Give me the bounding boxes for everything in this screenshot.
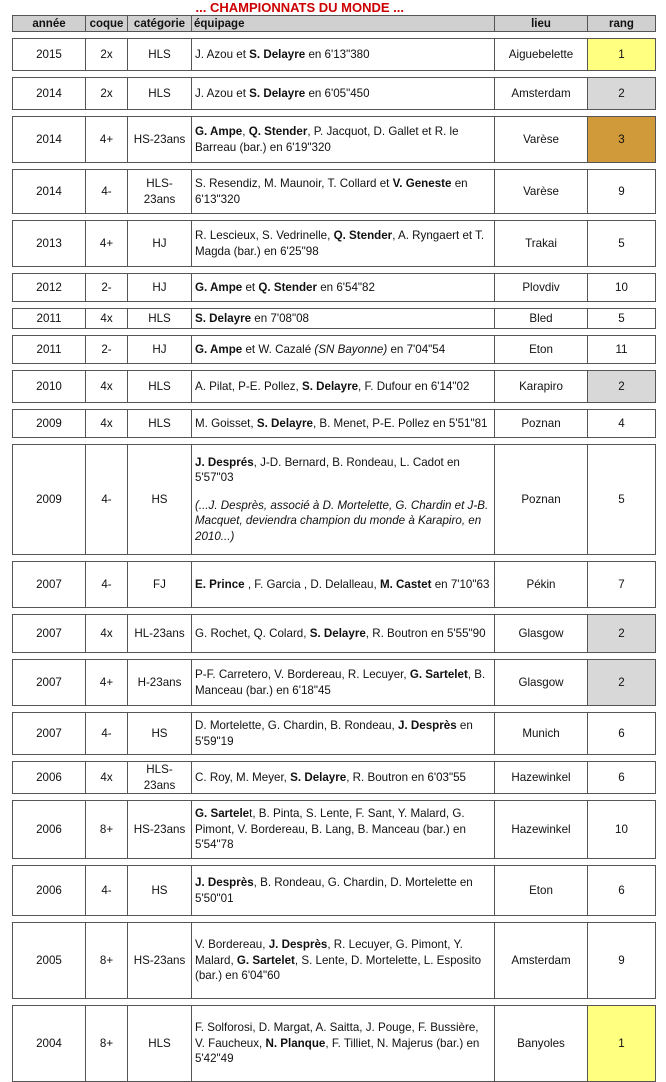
cell-coque: 4- (86, 713, 128, 755)
cell-annee: 2015 (13, 39, 86, 71)
cell-equipage (192, 762, 495, 794)
cell-coque: 8+ (86, 923, 128, 999)
athlete-name: G. Sartelet (236, 953, 295, 967)
cell-rang: 6 (588, 762, 656, 794)
row-spacer (13, 110, 656, 117)
cell-equipage (192, 660, 495, 706)
table-row (13, 445, 656, 555)
crew-note: (...J. Desprès, associé à D. Mortelette, G. Chardin et J-B. Macquet, deviendra champion du monde à Karapiro, en 2010...) (195, 498, 489, 543)
crew-text: en 7'08"08 (251, 311, 309, 325)
cell-equipage (192, 562, 495, 608)
header-lieu: lieu (495, 16, 588, 32)
cell-annee: 2007 (13, 713, 86, 755)
athlete-name: G. Ampe (195, 280, 243, 294)
crew-text: , F. Tilliet, N. Majerus (bar.) en 5'42"49 (195, 1036, 480, 1066)
cell-categorie: HS (128, 713, 192, 755)
row-spacer (13, 302, 656, 309)
crew-text: P-F. Carretero, V. Bordereau, R. Lecuyer, (195, 668, 410, 681)
crew-text: (SN Bayonne) (314, 342, 388, 356)
row-spacer (13, 608, 656, 615)
athlete-name: S. Delayre (249, 47, 306, 61)
cell-coque: 4+ (86, 221, 128, 267)
cell-annee: 2007 (13, 615, 86, 653)
crew-text: , B. Menet, P-E. Pollez en 5'51"81 (312, 416, 488, 430)
crew-text: D. Mortelette, G. Chardin, B. Rondeau, (195, 719, 398, 732)
table-row (13, 615, 656, 653)
cell-lieu: Hazewinkel (495, 762, 588, 794)
cell-lieu: Aiguebelette (495, 39, 588, 71)
table-row (13, 562, 656, 608)
row-spacer (13, 32, 656, 39)
crew-text: , R. Boutron en 6'03"55 (346, 770, 466, 784)
cell-annee: 2014 (13, 117, 86, 163)
cell-lieu: Karapiro (495, 371, 588, 403)
cell-rang: 1 (588, 1006, 656, 1082)
cell-coque: 4- (86, 170, 128, 214)
cell-lieu: Banyoles (495, 1006, 588, 1082)
cell-lieu: Eton (495, 866, 588, 916)
row-spacer (13, 794, 656, 801)
row-spacer (13, 364, 656, 371)
crew-text: , B. Rondeau, G. Chardin, D. Mortelette en 5'50"01 (195, 876, 473, 905)
crew-text: , J-D. Bernard, B. Rondeau, L. Cadot en 5'57"03 (195, 455, 460, 485)
cell-lieu: Hazewinkel (495, 801, 588, 859)
crew-text: en 6'13"380 (305, 47, 370, 61)
cell-annee: 2006 (13, 866, 86, 916)
crew-text: en 6'13"320 (195, 177, 468, 206)
cell-annee: 2011 (13, 309, 86, 329)
row-spacer (13, 71, 656, 78)
cell-annee: 2005 (13, 923, 86, 999)
cell-equipage (192, 445, 495, 555)
cell-coque: 4x (86, 371, 128, 403)
crew-text: en 6'54"82 (317, 280, 375, 294)
cell-categorie: HS (128, 866, 192, 916)
cell-rang: 11 (588, 336, 656, 364)
header-row (13, 16, 656, 32)
cell-rang: 2 (588, 371, 656, 403)
cell-annee: 2014 (13, 78, 86, 110)
crew-text: en 6'05"450 (305, 86, 370, 100)
cell-annee: 2013 (13, 221, 86, 267)
cell-coque: 8+ (86, 801, 128, 859)
row-spacer (13, 438, 656, 445)
cell-categorie: HLS (128, 39, 192, 71)
cell-coque: 4x (86, 309, 128, 329)
cell-rang: 5 (588, 445, 656, 555)
cell-annee: 2010 (13, 371, 86, 403)
cell-categorie: FJ (128, 562, 192, 608)
cell-lieu: Pékin (495, 562, 588, 608)
cell-lieu: Varèse (495, 117, 588, 163)
table-row (13, 336, 656, 364)
results-body (13, 32, 656, 1082)
cell-categorie: HLS (128, 410, 192, 438)
crew-text: , S. Lente, D. Mortelette, L. Esposito (bar.) en 6'04"60 (195, 953, 482, 983)
cell-coque: 4x (86, 762, 128, 794)
cell-lieu: Amsterdam (495, 923, 588, 999)
crew-text: J. Azou et (195, 86, 250, 100)
athlete-name: S. Delayre (195, 311, 252, 325)
cell-categorie: HS-23ans (128, 117, 192, 163)
table-row (13, 801, 656, 859)
cell-rang: 7 (588, 562, 656, 608)
cell-categorie: HS-23ans (128, 801, 192, 859)
cell-rang: 2 (588, 615, 656, 653)
cell-categorie: HJ (128, 336, 192, 364)
table-row (13, 309, 656, 329)
cell-lieu: Glasgow (495, 660, 588, 706)
cell-equipage (192, 274, 495, 302)
crew-text: , P. Jacquot, D. Gallet et R. le Barreau (bar.) en 6'19"320 (195, 125, 459, 154)
cell-lieu: Plovdiv (495, 274, 588, 302)
cell-annee: 2012 (13, 274, 86, 302)
crew-text: t, B. Pinta, S. Lente, F. Sant, Y. Malard, G. Pimont, V. Bordereau, B. Lang, B. Manceau (bar.) en 5'54"78 (195, 807, 466, 852)
athlete-name: Q. Stender (248, 125, 308, 138)
row-spacer (13, 859, 656, 866)
cell-lieu: Glasgow (495, 615, 588, 653)
crew-text: M. Goisset, (195, 416, 257, 430)
athlete-name: S. Delayre (249, 86, 306, 100)
cell-lieu: Bled (495, 309, 588, 329)
cell-annee: 2011 (13, 336, 86, 364)
crew-text: , R. Boutron en 5'55"90 (365, 626, 486, 640)
cell-equipage (192, 221, 495, 267)
cell-categorie: HL-23ans (128, 615, 192, 653)
page-title: ... CHAMPIONNATS DU MONDE ... (192, 0, 656, 16)
crew-text: G. Rochet, Q. Colard, (195, 626, 310, 640)
cell-annee: 2007 (13, 660, 86, 706)
header-coque: coque (86, 16, 128, 32)
cell-equipage (192, 78, 495, 110)
table-row (13, 274, 656, 302)
cell-rang: 9 (588, 170, 656, 214)
title-row (13, 0, 656, 16)
athlete-name: G. Sartelet (409, 668, 468, 681)
cell-equipage (192, 410, 495, 438)
row-spacer (13, 755, 656, 762)
crew-text: , R. Lecuyer, G. Pimont, Y. Malard, (195, 938, 463, 967)
cell-categorie: HLS (128, 78, 192, 110)
cell-lieu: Trakai (495, 221, 588, 267)
table-row (13, 78, 656, 110)
cell-rang: 4 (588, 410, 656, 438)
cell-rang: 10 (588, 801, 656, 859)
cell-equipage (192, 1006, 495, 1082)
cell-lieu: Poznan (495, 410, 588, 438)
crew-text: R. Lescieux, S. Vedrinelle, (195, 229, 334, 242)
athlete-name: Q. Stender (333, 229, 393, 242)
cell-annee: 2009 (13, 410, 86, 438)
crew-text: en 7'04"54 (387, 342, 446, 356)
cell-rang: 6 (588, 713, 656, 755)
cell-equipage (192, 615, 495, 653)
crew-text: , (242, 125, 249, 138)
crew-text: J. Azou et (195, 47, 250, 61)
athlete-name: Q. Stender (258, 280, 318, 294)
cell-categorie: HLS-23ans (128, 762, 192, 794)
row-spacer (13, 214, 656, 221)
row-spacer (13, 916, 656, 923)
cell-annee: 2004 (13, 1006, 86, 1082)
cell-lieu: Amsterdam (495, 78, 588, 110)
cell-annee: 2006 (13, 801, 86, 859)
cell-coque: 2x (86, 39, 128, 71)
cell-categorie: HJ (128, 274, 192, 302)
cell-coque: 2x (86, 78, 128, 110)
row-spacer (13, 267, 656, 274)
athlete-name: V. Geneste (392, 177, 452, 190)
cell-coque: 4- (86, 445, 128, 555)
table-row (13, 371, 656, 403)
table-row (13, 660, 656, 706)
athlete-name: S. Delayre (290, 770, 347, 784)
cell-equipage (192, 923, 495, 999)
table-row (13, 762, 656, 794)
cell-rang: 10 (588, 274, 656, 302)
crew-text: , B. Manceau (bar.) en 6'18"45 (195, 668, 486, 697)
row-spacer (13, 555, 656, 562)
cell-categorie: HLS-23ans (128, 170, 192, 214)
crew-text: , F. Garcia , D. Delalleau, (244, 577, 380, 591)
cell-equipage (192, 170, 495, 214)
athlete-name: G. Ampe (195, 342, 243, 356)
row-spacer (13, 403, 656, 410)
cell-lieu: Munich (495, 713, 588, 755)
cell-equipage (192, 866, 495, 916)
results-table (12, 0, 656, 1082)
header-annee: année (13, 16, 86, 32)
header-categorie: catégorie (128, 16, 192, 32)
cell-rang: 2 (588, 78, 656, 110)
crew-text: C. Roy, M. Meyer, (195, 770, 291, 784)
cell-annee: 2007 (13, 562, 86, 608)
cell-categorie: HJ (128, 221, 192, 267)
athlete-name: J. Desprès (268, 938, 328, 952)
cell-coque: 2- (86, 274, 128, 302)
cell-categorie: HLS (128, 371, 192, 403)
athlete-name: G. Ampe (195, 125, 243, 138)
crew-text: et (242, 280, 259, 294)
table-row (13, 713, 656, 755)
row-spacer (13, 653, 656, 660)
crew-text: en 7'10"63 (431, 577, 490, 591)
athlete-name: M. Castet (379, 577, 432, 591)
cell-categorie: HLS (128, 1006, 192, 1082)
cell-annee: 2014 (13, 170, 86, 214)
athlete-name: E. Prince (195, 577, 245, 591)
row-spacer (13, 163, 656, 170)
cell-coque: 4- (86, 562, 128, 608)
cell-lieu: Poznan (495, 445, 588, 555)
cell-coque: 4x (86, 410, 128, 438)
cell-rang: 5 (588, 221, 656, 267)
table-row (13, 170, 656, 214)
header-rang: rang (588, 16, 656, 32)
crew-text: F. Solforosi, D. Margat, A. Saitta, J. Pouge, F. Bussière, V. Faucheux, (195, 1021, 479, 1050)
cell-categorie: HS-23ans (128, 923, 192, 999)
cell-coque: 2- (86, 336, 128, 364)
cell-rang: 9 (588, 923, 656, 999)
cell-rang: 2 (588, 660, 656, 706)
table-row (13, 39, 656, 71)
athlete-name: S. Delayre (256, 416, 313, 430)
athlete-name: G. Sartele (195, 807, 250, 821)
cell-categorie: H-23ans (128, 660, 192, 706)
cell-rang: 3 (588, 117, 656, 163)
cell-equipage (192, 801, 495, 859)
athlete-name: S. Delayre (309, 626, 366, 640)
table-row (13, 221, 656, 267)
athlete-name: J. Desprès (195, 876, 254, 889)
table-row (13, 1006, 656, 1082)
athlete-name: S. Delayre (301, 379, 359, 393)
cell-rang: 6 (588, 866, 656, 916)
cell-coque: 4+ (86, 117, 128, 163)
crew-text: et W. Cazalé (242, 342, 315, 356)
cell-equipage (192, 309, 495, 329)
cell-categorie: HS (128, 445, 192, 555)
cell-equipage (192, 39, 495, 71)
crew-text: , A. Ryngaert et T. Magda (bar.) en 6'25"98 (195, 229, 485, 258)
cell-equipage (192, 713, 495, 755)
cell-equipage (192, 117, 495, 163)
crew-text: en 5'59"19 (195, 719, 473, 748)
cell-rang: 5 (588, 309, 656, 329)
crew-text: V. Bordereau, (195, 938, 269, 952)
row-spacer (13, 999, 656, 1006)
cell-annee: 2009 (13, 445, 86, 555)
cell-equipage (192, 336, 495, 364)
table-row (13, 410, 656, 438)
athlete-name: J. Desprès (398, 719, 457, 732)
cell-coque: 4+ (86, 660, 128, 706)
cell-categorie: HLS (128, 309, 192, 329)
cell-coque: 8+ (86, 1006, 128, 1082)
cell-equipage (192, 371, 495, 403)
table-row (13, 117, 656, 163)
cell-annee: 2006 (13, 762, 86, 794)
crew-text: , F. Dufour en 6'14"02 (358, 379, 470, 393)
cell-coque: 4x (86, 615, 128, 653)
cell-lieu: Eton (495, 336, 588, 364)
athlete-name: J. Després (195, 455, 254, 469)
table-row (13, 923, 656, 999)
crew-text: A. Pilat, P-E. Pollez, (195, 379, 302, 393)
row-spacer (13, 706, 656, 713)
crew-text: S. Resendiz, M. Maunoir, T. Collard et (195, 177, 393, 190)
cell-rang: 1 (588, 39, 656, 71)
athlete-name: N. Planque (265, 1036, 326, 1050)
row-spacer (13, 329, 656, 336)
header-equipage: équipage (192, 16, 495, 32)
cell-lieu: Varèse (495, 170, 588, 214)
table-row (13, 866, 656, 916)
cell-coque: 4- (86, 866, 128, 916)
